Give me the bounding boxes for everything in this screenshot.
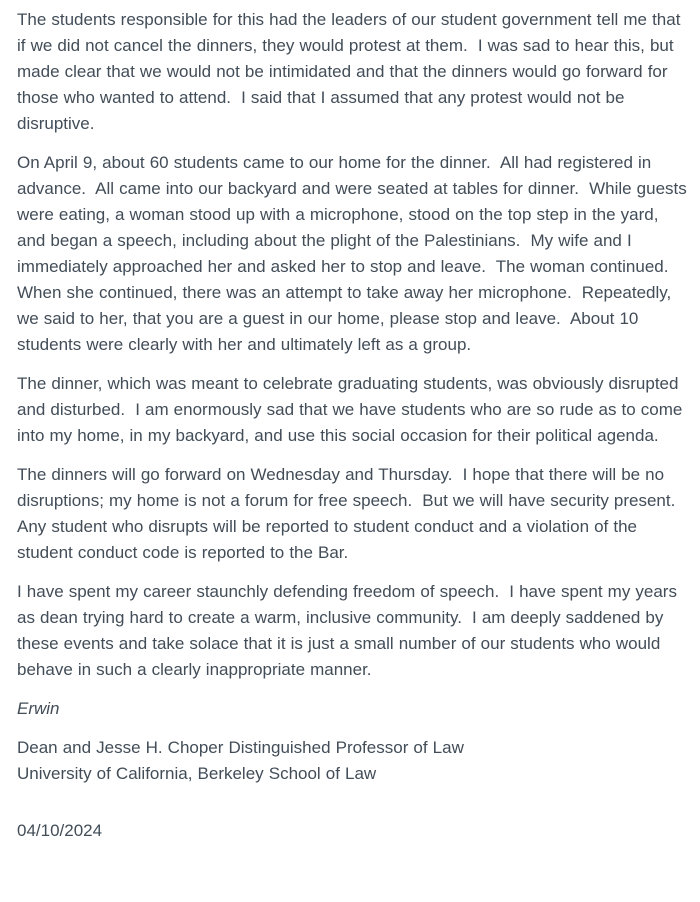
letter-paragraph-1: The students responsible for this had the leaders of our student government tell me that if we did not cancel the dinners, they would protest at them. I was sad to hear this, but made clear that we would not be intimidated and that the dinners would go forward for those who wanted to attend. I said that I assumed that any protest would not be disruptive. (17, 10, 686, 133)
signature-title-line2: University of California, Berkeley School of Law (17, 764, 377, 783)
signature-title-block (17, 735, 687, 787)
letter-date: 04/10/2024 (17, 821, 103, 840)
letter-paragraph-4: The dinners will go forward on Wednesday and Thursday. I hope that there will be no disruptions; my home is not a forum for free speech. But we will have security present. Any student who disrupts will be reported to student conduct and a violation of the student conduct code is reported to the Bar. (17, 465, 685, 562)
letter-paragraph-2: On April 9, about 60 students came to our home for the dinner. All had registered in advance. All came into our backyard and were seated at tables for dinner. While guests were eating, a woman stood up with a microphone, stood on the top step in the yard, and began a speech, including about the plight of the Palestinians. My wife and I immediately approached her and asked her to stop and leave. The woman continued. When she continued, there was an attempt to take away her microphone. Repeatedly, we said to her, that you are a guest in our home, please stop and leave. About 10 students were clearly with her and ultimately left as a group. (17, 153, 692, 354)
signature-name: Erwin (17, 699, 60, 718)
signature-title-line1: Dean and Jesse H. Choper Distinguished Professor of Law (17, 738, 464, 757)
letter-paragraph-5: I have spent my career staunchly defending freedom of speech. I have spent my years as dean trying hard to create a warm, inclusive community. I am deeply saddened by these events and take solace that it is just a small number of our students who would behave in such a clearly inappropriate manner. (17, 582, 683, 679)
letter-paragraph-3: The dinner, which was meant to celebrate graduating students, was obviously disrupted and disturbed. I am enormously sad that we have students who are so rude as to come into my home, in my backyard, and use this social occasion for their political agenda. (17, 374, 688, 445)
